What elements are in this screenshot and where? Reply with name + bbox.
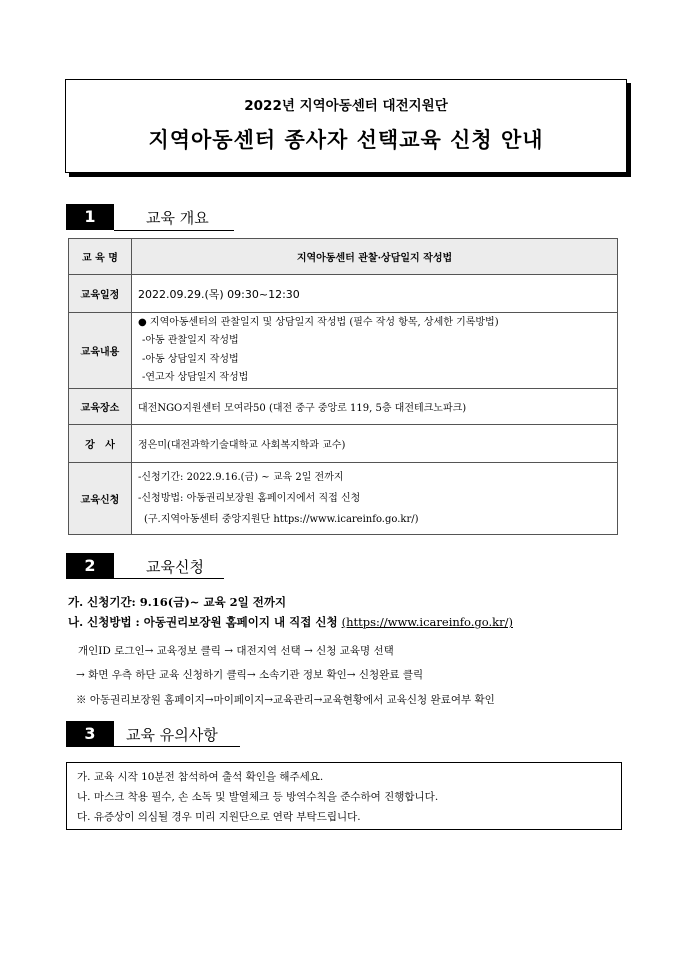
precaution-item: 가. 교육 시작 10분전 참석하여 출석 확인을 해주세요. (77, 771, 324, 783)
course-content-cell (132, 313, 618, 389)
precaution-item: 나. 마스크 착용 필수, 손 소독 및 발열체크 등 방역수칙을 준수하여 진행합니다. (77, 791, 439, 803)
apply-cell (132, 463, 618, 535)
title-box (65, 79, 627, 173)
content-line: -아동 상담일지 작성법 (142, 353, 239, 365)
table-row (69, 389, 618, 425)
course-date-value: 2022.09.29.(목) 09:30~12:30 (132, 275, 618, 313)
course-content-label: 교육내용 (69, 313, 132, 389)
table-row (69, 239, 618, 275)
apply-note: ※ 아동권리보장원 홈페이지→마이페이지→교육관리→교육현황에서 교육신청 완료여부 확인 (76, 694, 495, 706)
apply-period: 가. 신청기간: 9.16(금)~ 교육 2일 전까지 (68, 595, 287, 609)
lecturer-label: 강 사 (69, 425, 132, 463)
course-info-table (68, 238, 618, 535)
table-row (69, 313, 618, 389)
document-subtitle: 2022년 지역아동센터 대전지원단 (244, 98, 448, 114)
table-row (69, 425, 618, 463)
course-place-label: 교육장소 (69, 389, 132, 425)
table-row (69, 463, 618, 535)
section-2-underline (114, 578, 224, 579)
apply-step-2: → 화면 우측 하단 교육 신청하기 클릭→ 소속기관 정보 확인→ 신청완료 클릭 (76, 669, 424, 681)
course-place-value: 대전NGO지원센터 모여라50 (대전 중구 중앙로 119, 5층 대전테크노파크) (132, 389, 618, 425)
apply-line: -신청방법: 아동권리보장원 홈페이지에서 직접 신청 (138, 493, 361, 504)
apply-line: (구.지역아동센터 중앙지원단 https://www.icareinfo.go.kr/) (144, 514, 419, 525)
content-line: -아동 관찰일지 작성법 (142, 335, 239, 346)
apply-label: 교육신청 (69, 463, 132, 535)
content-line: -연고자 상담일지 작성법 (142, 372, 249, 383)
precaution-item: 다. 유증상이 의심될 경우 미리 지원단으로 연락 부탁드립니다. (77, 811, 361, 823)
course-date-label: 교육일정 (69, 275, 132, 313)
apply-method-text: 나. 신청방법 : 아동권리보장원 홈페이지 내 직접 신청 (68, 615, 342, 629)
lecturer-value: 정은미(대전과학기술대학교 사회복지학과 교수) (132, 425, 618, 463)
section-3-title: 교육 유의사항 (126, 726, 218, 744)
section-2-number: 2 (66, 553, 114, 579)
apply-step-1: 개인ID 로그인→ 교육정보 클릭 → 대전지역 선택 → 신청 교육명 선택 (78, 645, 394, 657)
table-row (69, 275, 618, 313)
content-line: ● 지역아동센터의 관찰일지 및 상담일지 작성법 (필수 작성 항목, 상세한 기록방법) (138, 316, 499, 328)
course-name-value: 지역아동센터 관찰·상담일지 작성법 (132, 239, 618, 275)
course-name-label: 교 육 명 (69, 239, 132, 275)
section-1-underline (114, 230, 234, 231)
section-1-title: 교육 개요 (146, 209, 209, 227)
document-title: 지역아동센터 종사자 선택교육 신청 안내 (148, 128, 544, 152)
section-3-underline (114, 746, 240, 747)
section-1-number: 1 (66, 204, 114, 230)
apply-method (68, 614, 513, 630)
precautions-box (66, 762, 622, 830)
section-2-title: 교육신청 (146, 558, 204, 576)
section-3-number: 3 (66, 721, 114, 747)
apply-line: -신청기간: 2022.9.16.(금) ~ 교육 2일 전까지 (138, 472, 344, 483)
homepage-link[interactable]: (https://www.icareinfo.go.kr/) (341, 615, 513, 629)
